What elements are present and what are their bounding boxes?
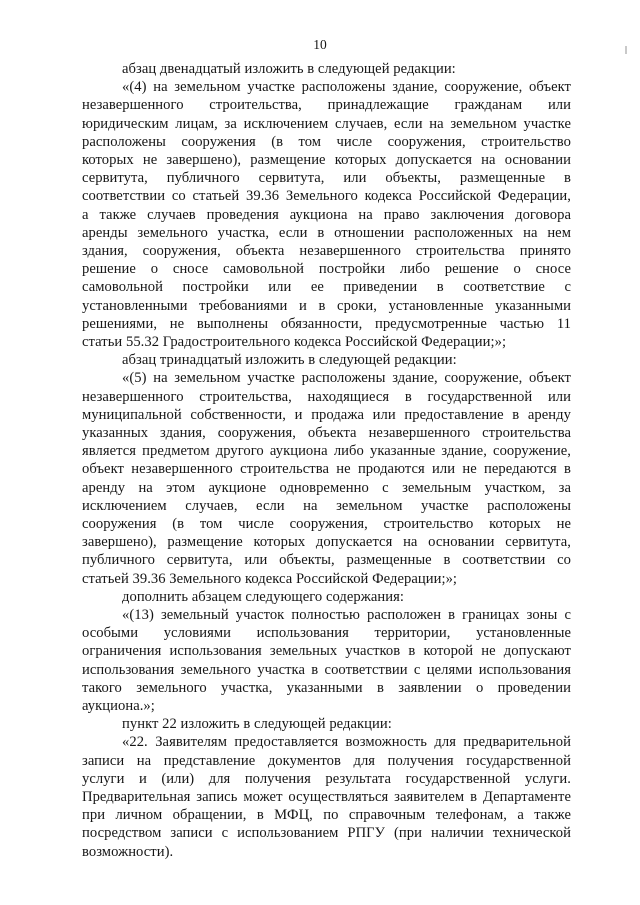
text-line: решениями, не выполнены обязанности, предусмотренные частью 11 [82,315,571,332]
text-line: аренду на этом аукционе одновременно с земельным участком, за [82,479,571,496]
text-line: незавершенного строительства, принадлежащие гражданам или [82,97,571,114]
text-line: расположены сооружения (в том числе сооружения, строительство [82,133,571,150]
text-line: возможности). [82,843,174,860]
text-line: дополнить абзацем следующего содержания: [122,588,404,605]
text-line: аукциона.»; [82,698,155,714]
text-line: решение о сносе самовольной постройки либо решение о сносе [82,261,571,278]
text-line: посредством записи с использованием РПГУ (при наличии технической [82,825,571,842]
text-line: незавершенного строительства, находящиеся в государственной или [82,388,571,405]
text-line: публичного сервитута, или объекты, размещенные в соответствии со [82,552,571,569]
text-line: такого земельного участка, указанными в заявлении о проведении [82,679,571,696]
text-line: завершено), размещение которых допускается на основании сервитута, [82,534,571,551]
text-line: статьей 39.36 Земельного кодекса Российской Федерации;»; [82,570,458,587]
text-line: указанных здания, сооружения, объекта незавершенного строительства [82,425,571,441]
text-line: исключением случаев, если на земельном участке расположены [82,497,571,514]
text-line: объект незавершенного строительства не продаются или не передаются в [82,461,571,478]
text-line: «(13) земельный участок полностью расположен в границах зоны с [122,607,571,623]
text-line: при личном обращении, в МФЦ, по справочным телефонам, а также [82,807,571,824]
text-line: аренды земельного участка, если в отношении расположенных на нем [82,224,571,241]
text-line: сервитута, публичного сервитута, или объекты, размещенные в [82,170,571,187]
text-line: а также случаев проведения аукциона на право заключения договора [82,206,571,223]
text-line: которых не завершено), размещение которых допускается на основании [82,152,571,168]
text-line: соответствии со статьей 39.36 Земельного кодекса Российской Федерации, [82,188,571,205]
text-line: сооружения (в том числе сооружения, строительство которых не [82,516,571,532]
text-line: «22. Заявителям предоставляется возможность для предварительной [122,734,571,751]
text-line: статьи 55.32 Градостроительного кодекса Российской Федерации;»; [82,334,507,350]
text-line: «(4) на земельном участке расположены здание, сооружение, объект [122,79,571,96]
text-line: является предметом другого аукциона либо указанные здание, сооружение, [82,443,571,460]
page-number: 10 [313,37,327,52]
text-line: использования земельного участка в соответствии с целями использования [82,661,571,678]
text-line: абзац тринадцатый изложить в следующей редакции: [122,352,457,369]
text-line: услуги и (или) для получения результата государственной услуги. [82,770,571,787]
text-line: записи на представление документов для получения государственной [82,752,571,769]
text-line: юридическим лицам, за исключением случаев, если на земельном участке [82,115,571,132]
text-line: пункт 22 изложить в следующей редакции: [122,716,392,733]
text-line: установленными требованиями и в сроки, установленные указанными [82,297,571,314]
text-line: Предварительная запись может осуществляться заявителем в Департаменте [82,789,571,805]
text-line: «(5) на земельном участке расположены здание, сооружение, объект [122,370,571,387]
text-line: особыми условиями использования территории, установленные [82,625,571,642]
text-line: абзац двенадцатый изложить в следующей редакции: [122,61,456,77]
text-line: муниципальной собственности, и продажа или предоставление в аренду [82,406,571,423]
text-line: ограничения использования земельных участков в которой не допускают [82,643,571,660]
text-line: самовольной постройки или ее приведении в соответствие с [82,279,571,296]
text-line: здания, сооружения, объекта незавершенного строительства принято [82,243,571,259]
